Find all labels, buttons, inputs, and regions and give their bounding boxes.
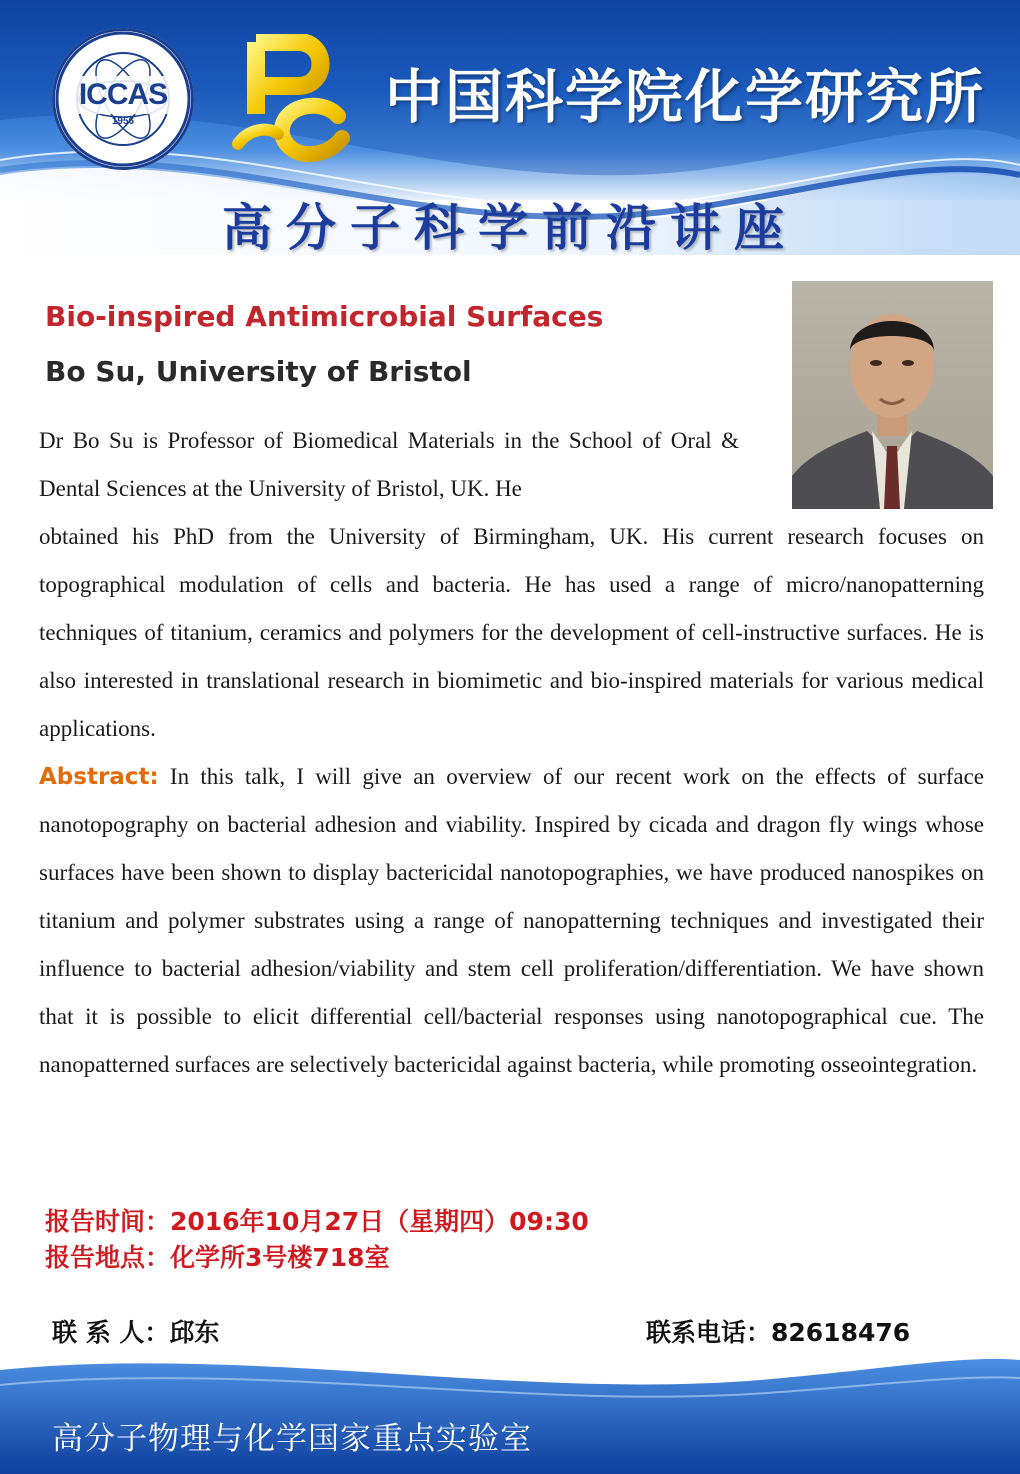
speaker-affiliation: Bo Su, University of Bristol — [45, 355, 472, 388]
abstract-label: Abstract: — [39, 764, 159, 790]
polymer-chemistry-logo-icon — [228, 34, 368, 164]
iccas-logo — [52, 28, 194, 170]
footer-lab-name: 高分子物理与化学国家重点实验室 — [52, 1421, 532, 1457]
speaker-bio-intro: Dr Bo Su is Professor of Biomedical Materials in the School of Oral & Dental Sciences at the University of Bristol, UK. He — [39, 428, 739, 501]
speaker-portrait-icon — [792, 281, 993, 509]
talk-venue: 报告地点：化学所3号楼718室 — [45, 1243, 390, 1272]
speaker-photo — [792, 281, 993, 509]
institute-name: 中国科学院化学研究所 — [385, 63, 986, 131]
speaker-bio: obtained his PhD from the University of Birmingham, UK. His current research focuses on topographical modulation of cells and bacteria. He has used a range of micro/nanopatterning techniques of titanium, ceramics and polymers for the development of cell-instructive surfaces. He is also interested in translational research in biomimetic and bio-inspired materials for various medical applications. — [39, 524, 984, 741]
contact-phone: 联系电话：82618476 — [646, 1318, 911, 1347]
iccas-logo-year: 1956 — [111, 116, 135, 127]
talk-title: Bio-inspired Antimicrobial Surfaces — [45, 300, 604, 333]
contact-person: 联 系 人：邱东 — [52, 1318, 220, 1347]
abstract-paragraph — [39, 753, 984, 1089]
iccas-logo-text: ICCAS — [78, 78, 168, 111]
abstract-text: In this talk, I will give an overview of our recent work on the effects of surface nanotopography on bacterial adhesion and viability. Inspired by cicada and dragon fly wings whose surfaces have been shown to display bactericidal nanotopographies, we have produced nanospikes on titanium and polymer substrates using a range of nanopatterning techniques and investigated their influence to bacterial adhesion/viability and stem cell proliferation/differentiation. We have shown that it is possible to elicit differential cell/bacterial responses using nanotopographical cue. The nanopatterned surfaces are selectively bactericidal against bacteria, while promoting osseointegration. — [39, 764, 984, 1077]
lecture-series-title: 高分子科学前沿讲座 — [222, 199, 798, 257]
talk-time: 报告时间：2016年10月27日（星期四）09:30 — [45, 1207, 589, 1236]
